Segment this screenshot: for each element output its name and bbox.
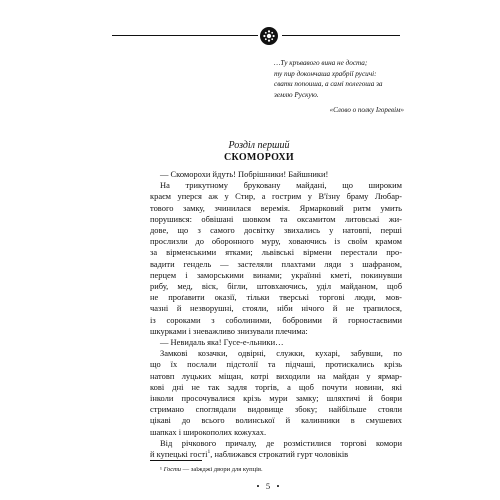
page-mark-right: • [276, 481, 280, 491]
footnote-term: Гости [163, 466, 182, 473]
ornamental-rosette-icon [260, 27, 278, 45]
text-line: прослизли до оборонного муру, ховаючись із своїм крамом [150, 236, 402, 247]
text-line: На трикутному бруковану майдані, що широким [160, 180, 402, 191]
text-line: дове, що з самого досвітку звихались у натовпі, перші [150, 225, 402, 236]
text-line: цікаві до всього волинської й калинники в смушевих [150, 415, 402, 426]
footnote-marker: 1 [207, 449, 211, 456]
page-number: 5 [265, 481, 271, 491]
text-line: Замкові козачки, одвірні, служки, кухарі, забувши, по [160, 348, 402, 359]
text-line: не проґавити оказії, тільки тверські торгові люди, мов- [150, 292, 402, 303]
text-line: натовп луцьких міщан, котрі виходили на майдан у ярмар- [150, 370, 402, 381]
text-line: й купецькі гості$^1$, наближався строкатий гурт чоловіків [150, 449, 349, 460]
text-line: порушився: обвішані шовком та оксамитом литовські жи- [150, 213, 402, 224]
page-mark-left: • [256, 481, 260, 491]
text-line: вадити гендель — застеляли плахтами ляди з шафраном, [150, 258, 402, 269]
chapter-subtitle: Розділ перший [228, 140, 290, 151]
text-line: стримано споглядали видовище збоку; найбільше стояли [150, 404, 402, 415]
text-line: із сороками з соболиними, бобровими й горностаєвими [150, 314, 402, 325]
text-line: краєм уперся аж у Стир, а гострим у В'їзну браму Любар- [150, 191, 402, 202]
text-line: шапках і широкополих кожухах. [150, 426, 267, 437]
text-line: інколи просочувалися крізь мури замку; шляхтичі й бояри [150, 393, 402, 404]
text-line: рибу, мед, віск, бігли, штовхаючись, уділ майданом, щоб [150, 281, 402, 292]
body-text [150, 169, 402, 460]
epigraph-line: землю Рускую. [274, 90, 319, 99]
epigraph-line: …Ту кръвавого вина не доста; [274, 59, 368, 67]
chapter-title: СКОМОРОХИ [224, 152, 294, 163]
epigraph-source: «Слово о полку Ігоревім» [329, 106, 404, 115]
text-line: тового замку, зчинилася веремія. Ярмарковий ритм умить [150, 202, 402, 213]
text-line: що їх послали підстолії та підчаші, протискались крізь [150, 359, 402, 370]
epigraph [274, 58, 404, 116]
footnote [160, 466, 263, 473]
footnote-marker: ¹ [160, 466, 162, 473]
text-line: кові дні не так задля торгів, а щоб почути новини, які [150, 381, 402, 392]
epigraph-line: ту пир докончаша храбрії русичі: [274, 69, 377, 78]
top-rule-left [112, 35, 258, 36]
text-line: Від річкового причалу, де розмістилися торгові комори [160, 437, 402, 448]
footnote-text: — заїжджі двори для купців. [182, 466, 263, 473]
text-line: шкурками і зневажливо знизували плечима: [150, 325, 308, 336]
page-number-block [0, 481, 500, 491]
text-line: — Невидаль яка! Гусе-е-льники… [160, 337, 284, 348]
text-line: перцем і заморськими винами; українні кметі, покинувши [150, 269, 402, 280]
top-rule-right [282, 35, 400, 36]
epigraph-line: свати попоиша, а самі полегоша за [274, 80, 383, 89]
text-line: — Скоморохи йдуть! Побрішники! Байшники! [160, 169, 329, 179]
footnote-rule [150, 460, 202, 461]
text-line-part: й купецькі гості [150, 449, 208, 460]
text-line: чазні й незворушні, стояли, ніби нічого й не трапилося, [150, 303, 402, 314]
text-line: за вірменськими ятками; львівські вірмени перестали про- [150, 247, 402, 258]
